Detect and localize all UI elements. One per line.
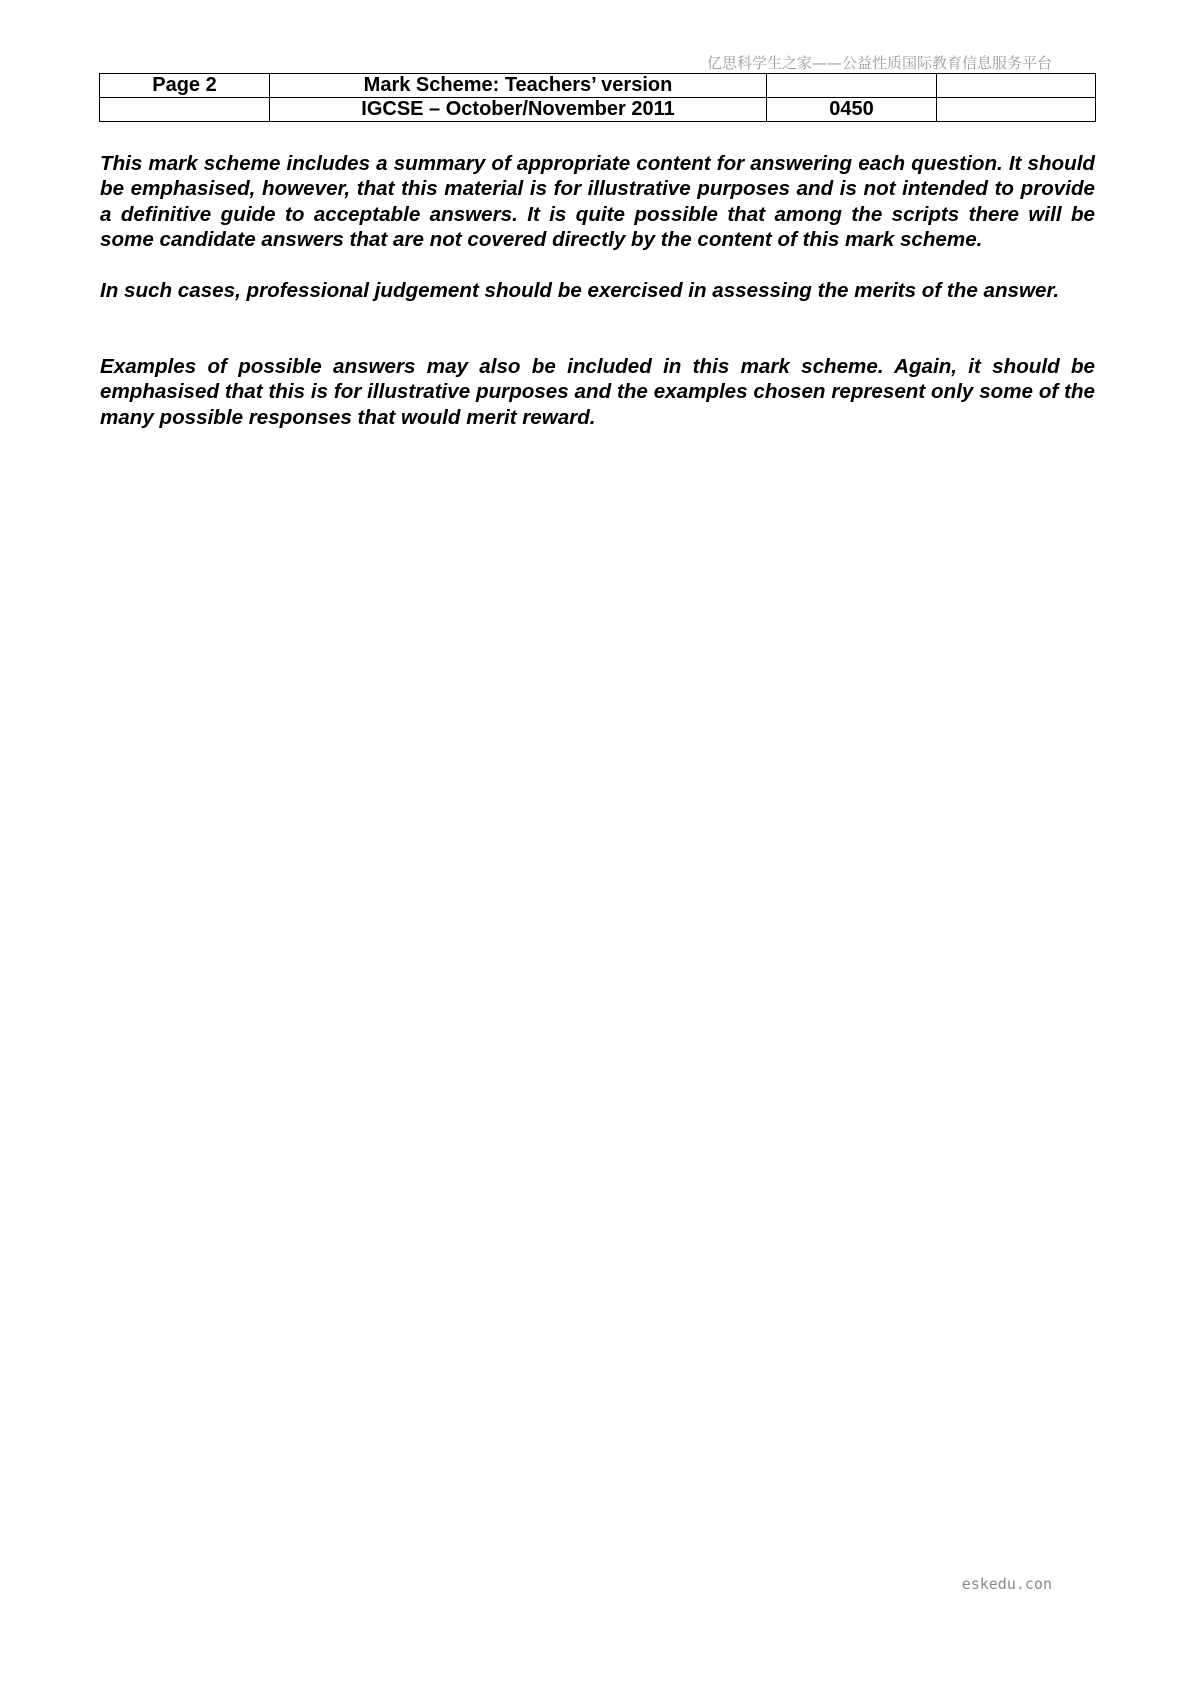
judgement-paragraph: In such cases, professional judgement should be exercised in assessing the merits of the answer.	[100, 279, 1060, 302]
top-watermark: 亿思科学生之家——公益性质国际教育信息服务平台	[706, 54, 1052, 72]
syllabus-code-cell: 0450	[767, 98, 937, 122]
examples-paragraph: Examples of possible answers may also be included in this mark scheme. Again, it should be emphasised that this is for illustrative purposes and the examples chosen represent only some of the many possible responses that would merit reward.	[100, 355, 1095, 429]
bottom-watermark: eskedu.con	[961, 1575, 1052, 1593]
header-row-1	[100, 74, 1096, 98]
page-number-cell: Page 2	[100, 74, 270, 98]
header-empty-cell	[937, 74, 1096, 98]
header-empty-cell	[767, 74, 937, 98]
exam-session-cell: IGCSE – October/November 2011	[270, 98, 767, 122]
header-table	[99, 73, 1096, 122]
document-title-cell: Mark Scheme: Teachers’ version	[270, 74, 767, 98]
header-row-2	[100, 98, 1096, 122]
intro-paragraph: This mark scheme includes a summary of appropriate content for answering each question. It should be emphasised, however, that this material is for illustrative purposes and is not intended to provide a definitive guide to acceptable answers. It is quite possible that among the scripts there will be some candidate answers that are not covered directly by the content of this mark scheme.	[100, 152, 1095, 252]
header-empty-cell	[100, 98, 270, 122]
header-empty-cell	[937, 98, 1096, 122]
